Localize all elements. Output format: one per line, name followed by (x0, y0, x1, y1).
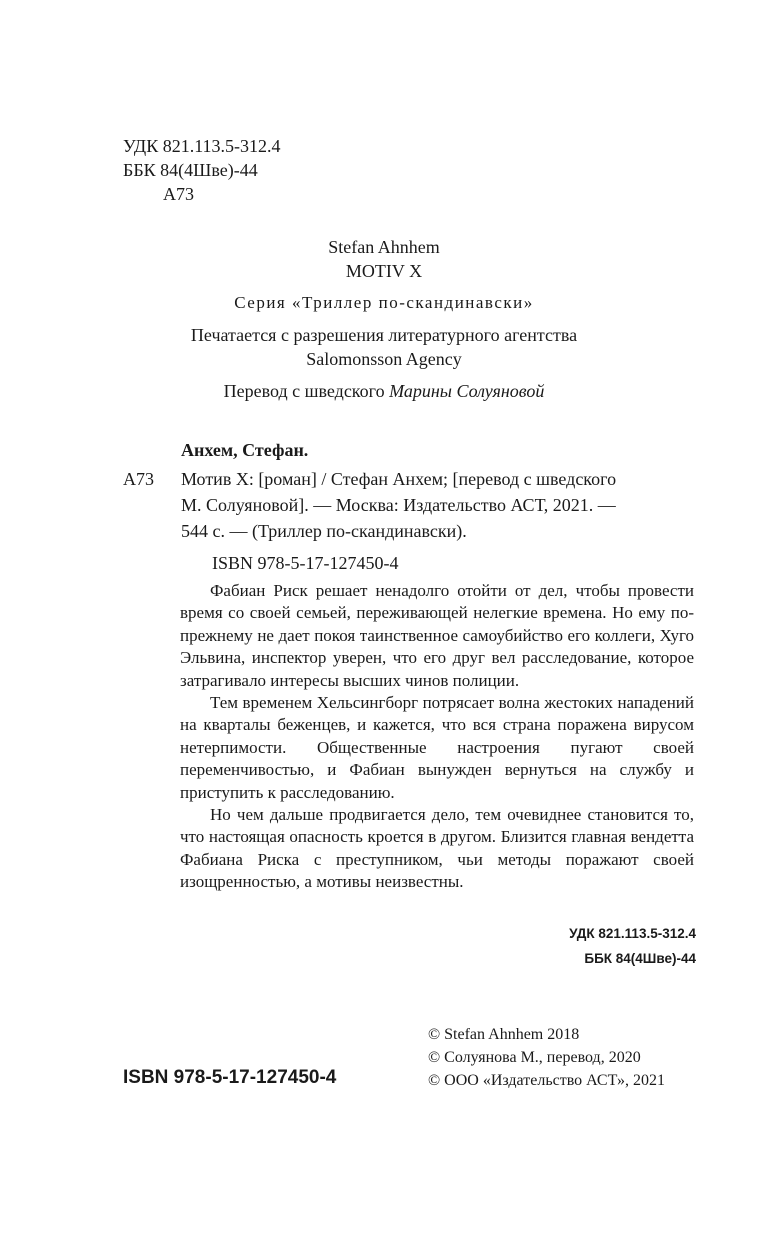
translation-prefix: Перевод с шведского (223, 381, 390, 401)
permission-line-1: Печатается с разрешения литературного агентства (190, 325, 578, 345)
footer-isbn: ISBN 978-5-17-127450-4 (123, 1067, 337, 1088)
author-heading: Анхем, Стефан. (181, 440, 309, 460)
copyright-translation: © Солуянова М., перевод, 2020 (428, 1049, 641, 1066)
permission-line-2: Salomonsson Agency (306, 349, 462, 369)
author-mark: А73 (163, 184, 194, 204)
annotation-paragraph-2: Тем временем Хельсингборг потрясает волна жестоких нападений на кварталы беженцев, и кажется, что вся страна поражена вирусом нетерпимости. Общественные настроения пугают своей переменчивостью, и Фабиан вынужден вернуться на службу и приступить к расследованию. (180, 693, 694, 802)
translator-name: Марины Солуяновой (389, 381, 545, 401)
bottom-udk-code: УДК 821.113.5-312.4 (569, 926, 696, 941)
copyright-publisher: © ООО «Издательство АСТ», 2021 (428, 1072, 665, 1089)
annotation (180, 580, 694, 894)
bib-line-2: М. Солуяновой]. — Москва: Издательство АСТ, 2021. — (181, 495, 616, 515)
bib-isbn: ISBN 978-5-17-127450-4 (212, 553, 399, 573)
udk-code: УДК 821.113.5-312.4 (123, 136, 281, 156)
translation-credit (0, 378, 768, 404)
annotation-paragraph-3: Но чем дальше продвигается дело, тем очевиднее становится то, что настоящая опасность кроется в другом. Близится главная вендетта Фабиана Риска с преступником, чьи методы поражают своей изощренностью, а мотивы неизвестны. (180, 805, 694, 892)
bbk-code: ББК 84(4Шве)-44 (123, 160, 258, 180)
original-author: Stefan Ahnhem (328, 237, 440, 257)
copyright-author: © Stefan Ahnhem 2018 (428, 1026, 580, 1043)
annotation-paragraph-1: Фабиан Риск решает ненадолго отойти от дел, чтобы провести время со своей семьей, переживающей нелегкие времена. Но ему по-прежнему не дает покоя таинственное самоубийство его коллеги, Хуго Эльвина, инспектор уверен, что его друг вел расследование, которое затрагивало интересы высших чинов полиции. (180, 581, 694, 690)
bib-line-1: Мотив X: [роман] / Стефан Анхем; [перевод с шведского (181, 469, 617, 489)
original-title: MOTIV X (345, 261, 423, 281)
series-name: Серия «Триллер по-скандинавски» (234, 293, 534, 312)
bib-line-3: 544 с. — (Триллер по-скандинавски). (181, 521, 467, 541)
bib-mark: А73 (123, 469, 154, 489)
bottom-bbk-code: ББК 84(4Шве)-44 (584, 951, 696, 966)
